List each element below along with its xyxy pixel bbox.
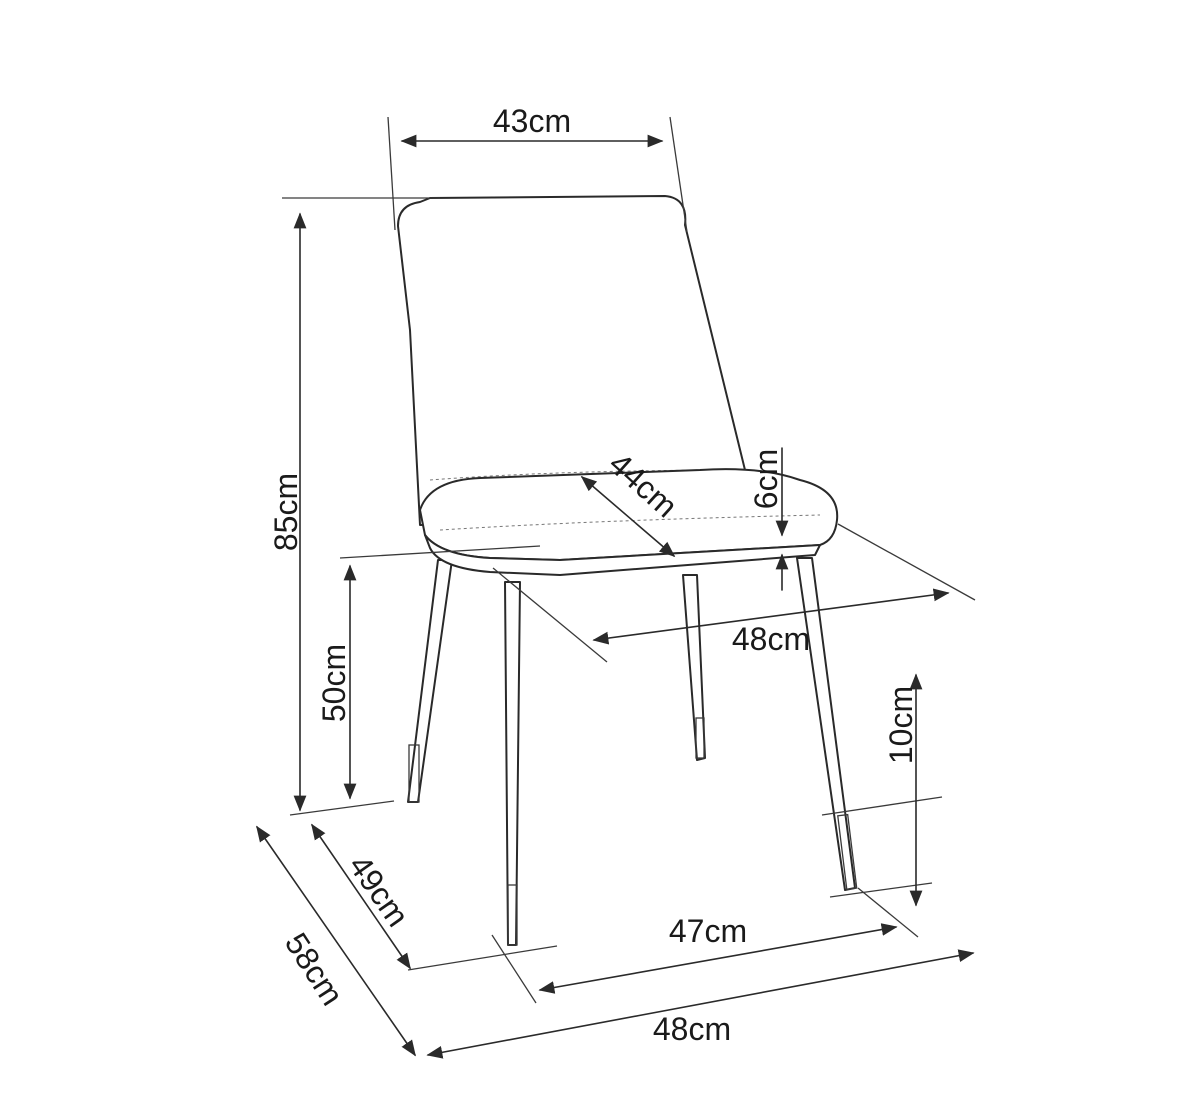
label-base-width-inner: 47cm — [668, 913, 748, 949]
label-base-depth-outer: 58cm — [277, 926, 351, 1012]
front-left-leg — [505, 582, 520, 945]
ext-line-inner-width-right — [858, 888, 918, 937]
label-top-width: 43cm — [492, 103, 572, 139]
ext-line-floor-left — [290, 801, 394, 815]
label-foot-height: 10cm — [883, 685, 919, 765]
label-seat-width: 48cm — [731, 621, 811, 657]
ext-line-seat-width-right — [838, 524, 975, 600]
label-base-depth-inner: 49cm — [341, 848, 417, 934]
ext-line-base-front — [408, 946, 557, 970]
label-total-height: 85cm — [268, 472, 304, 552]
chair-drawing — [398, 196, 857, 945]
label-seat-depth: 44cm — [602, 445, 685, 525]
back-right-leg — [408, 560, 452, 802]
label-base-width-outer: 48cm — [652, 1011, 732, 1047]
label-seat-height: 50cm — [316, 643, 352, 723]
label-seat-cushion: 6cm — [748, 448, 784, 510]
front-right-leg — [797, 558, 855, 890]
ext-line-top-left — [388, 117, 395, 230]
back-left-leg — [683, 575, 705, 760]
